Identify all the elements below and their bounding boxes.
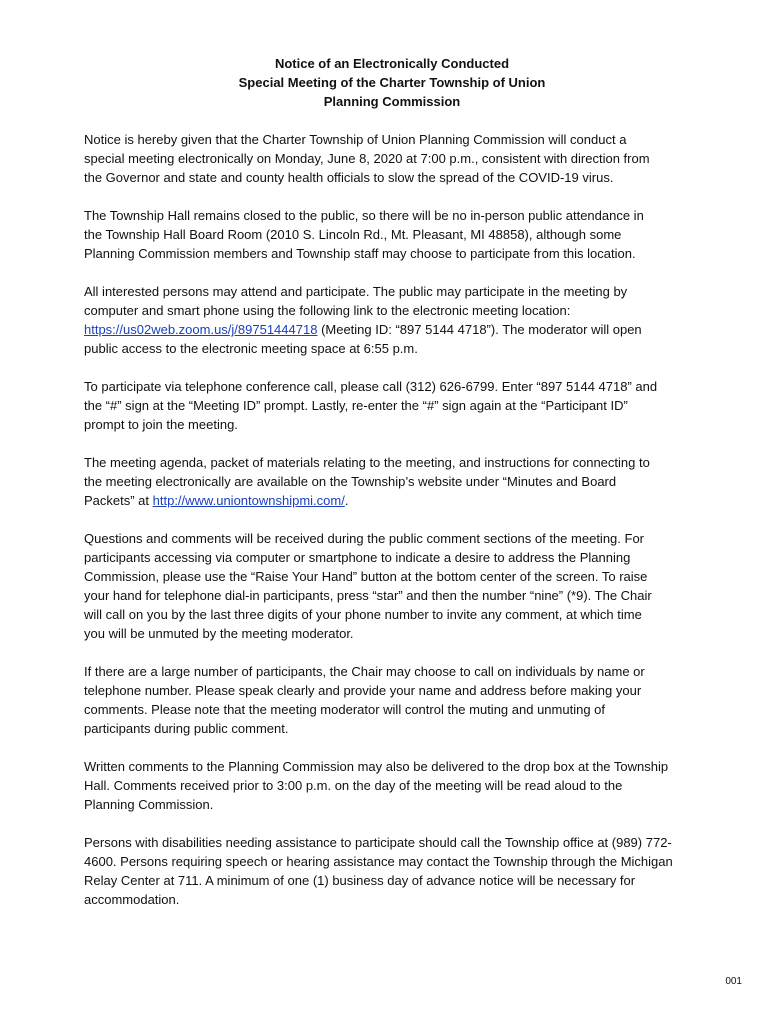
text-line: Questions and comments will be received during the public comment sections of the meeting. For (84, 531, 644, 546)
paragraph-accessibility (84, 833, 706, 909)
paragraph-written-comments (84, 757, 706, 814)
page-number: 001 (725, 976, 742, 987)
text-line: the “#” sign at the “Meeting ID” prompt. Lastly, re-enter the “#” sign again at the “Participant ID” (84, 398, 628, 413)
text-line: Planning Commission. (84, 797, 214, 812)
text-line: The Township Hall remains closed to the public, so there will be no in-person public attendance in (84, 208, 644, 223)
paragraph-hall-closed (84, 206, 706, 263)
text-line: the meeting electronically are available on the Township’s website under “Minutes and Board (84, 474, 617, 489)
text-line: your hand for telephone dial-in participants, press “star” and then the number “nine” (*9). The Chair (84, 588, 652, 603)
text-line: public access to the electronic meeting space at 6:55 p.m. (84, 341, 418, 356)
text-line: Relay Center at 711. A minimum of one (1) business day of advance notice will be necessary for (84, 873, 636, 888)
paragraph-agenda-materials (84, 453, 706, 510)
paragraph-questions-comments (84, 529, 706, 643)
text-line: Planning Commission members and Township staff may choose to participate from this location. (84, 246, 636, 261)
text-line: 4600. Persons requiring speech or hearing assistance may contact the Township through the Michigan (84, 854, 673, 869)
text-line: participants accessing via computer or smartphone to indicate a desire to address the Planning (84, 550, 631, 565)
zoom-meeting-link[interactable]: https://us02web.zoom.us/j/89751444718 (84, 322, 318, 337)
text-line: The meeting agenda, packet of materials relating to the meeting, and instructions for connecting to (84, 455, 650, 470)
text-line (84, 320, 706, 339)
text-line: special meeting electronically on Monday, June 8, 2020 at 7:00 p.m., consistent with direction from (84, 151, 650, 166)
paragraph-telephone-participation (84, 377, 706, 434)
text-line: participants during public comment. (84, 721, 289, 736)
text-line: accommodation. (84, 892, 180, 907)
text-line: the Township Hall Board Room (2010 S. Lincoln Rd., Mt. Pleasant, MI 48858), although some (84, 227, 622, 242)
notice-title (84, 54, 700, 111)
text-line: Persons with disabilities needing assistance to participate should call the Township office at (989) 772- (84, 835, 672, 850)
meeting-id-text: (Meeting ID: “897 5144 4718”). The moderator will open (317, 322, 642, 337)
period-text: . (344, 493, 349, 508)
text-line: prompt to join the meeting. (84, 417, 238, 432)
notice-body (84, 130, 706, 928)
text-line: Written comments to the Planning Commission may also be delivered to the drop box at the Township (84, 759, 669, 774)
title-line-2: Special Meeting of the Charter Township of Union (238, 75, 546, 90)
text-line: the Governor and state and county health officials to slow the spread of the COVID-19 virus. (84, 170, 614, 185)
title-line-3: Planning Commission (323, 94, 461, 109)
text-line: Notice is hereby given that the Charter Township of Union Planning Commission will conduct a (84, 132, 627, 147)
paragraph-meeting-notice (84, 130, 706, 187)
text-line: you will be unmuted by the meeting moderator. (84, 626, 354, 641)
title-line-1: Notice of an Electronically Conducted (274, 56, 510, 71)
text-line: computer and smart phone using the following link to the electronic meeting location: (84, 303, 571, 318)
paragraph-large-participation (84, 662, 706, 738)
text-line: Commission, please use the “Raise Your Hand” button at the bottom center of the screen. To raise (84, 569, 648, 584)
text-line: Hall. Comments received prior to 3:00 p.m. on the day of the meeting will be read aloud to the (84, 778, 623, 793)
township-website-link[interactable]: http://www.uniontownshipmi.com/ (152, 493, 345, 508)
text-line (84, 491, 706, 510)
text-line: comments. Please note that the meeting moderator will control the muting and unmuting of (84, 702, 606, 717)
packets-text: Packets” at (84, 493, 153, 508)
text-line: All interested persons may attend and participate. The public may participate in the meeting by (84, 284, 628, 299)
paragraph-online-participation (84, 282, 706, 358)
text-line: If there are a large number of participants, the Chair may choose to call on individuals by name or (84, 664, 645, 679)
text-line: will call on you by the last three digits of your phone number to invite any comment, at which time (84, 607, 642, 622)
text-line: To participate via telephone conference call, please call (312) 626-6799. Enter “897 5144 4718” and (84, 379, 658, 394)
text-line: telephone number. Please speak clearly and provide your name and address before making your (84, 683, 642, 698)
